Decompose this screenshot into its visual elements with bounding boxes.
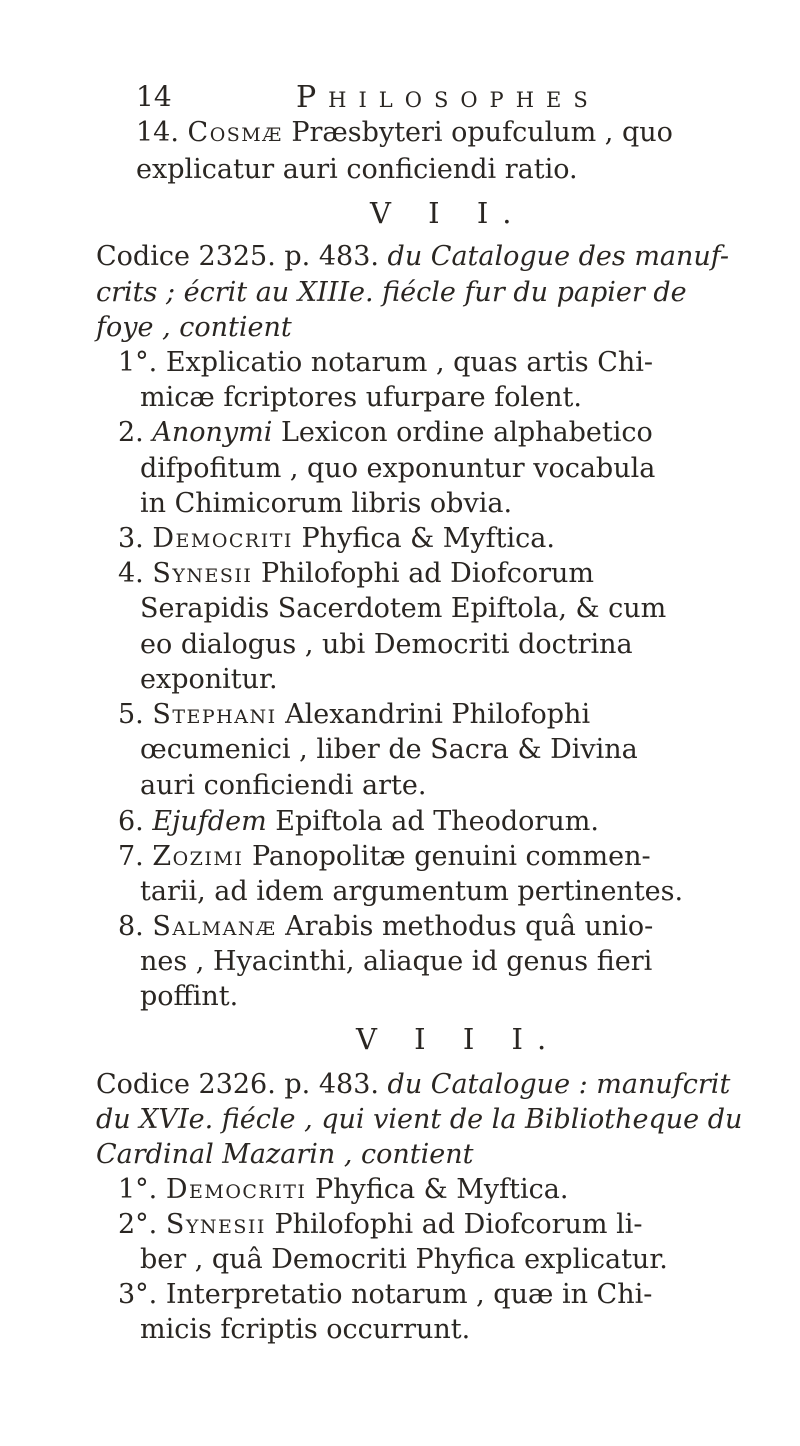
codex-ref: Codice 2325. p. 483. bbox=[96, 241, 388, 272]
catalogue-ref: du Catalogue des manuf- bbox=[387, 241, 729, 272]
item-text: Lexicon ordine alphabetico bbox=[272, 417, 653, 448]
list-item-7-1-line-2: micæ fcriptores ufurpare folent. bbox=[140, 382, 582, 413]
author-name: Zozimi bbox=[152, 841, 244, 872]
author-name: Salmanæ bbox=[152, 911, 277, 942]
item-label: 1°. bbox=[118, 1174, 166, 1205]
list-item-7-5-line-1 bbox=[118, 698, 590, 732]
list-item-7-4-line-2: Serapidis Sacerdotem Epiftola, & cum bbox=[140, 593, 667, 624]
running-title: Philosophes bbox=[296, 80, 600, 115]
item-label: 3. bbox=[118, 523, 153, 554]
list-item-7-2-line-2: difpofitum , quo exponuntur vocabula bbox=[140, 453, 656, 484]
author-name: Anonymi bbox=[152, 417, 273, 448]
list-item-7-5-line-3: auri conficiendi arte. bbox=[140, 770, 427, 801]
item-label: 2. bbox=[118, 417, 153, 448]
list-item-7-1-line-1 bbox=[118, 346, 653, 380]
running-header bbox=[136, 80, 736, 120]
item-text: Phyfica & Myftica. bbox=[292, 523, 555, 554]
item-label: 8. bbox=[118, 911, 153, 942]
item-text: Præsbyteri opufculum , quo bbox=[282, 117, 673, 148]
item-label: 7. bbox=[118, 841, 153, 872]
item-text: Epiftola ad Theodorum. bbox=[266, 806, 599, 837]
list-item-8-2-line-2: ber , quâ Democriti Phyfica explicatur. bbox=[140, 1244, 668, 1275]
list-item-7-4-line-4: exponitur. bbox=[140, 664, 278, 695]
list-item-7-8-line-3: poffint. bbox=[140, 981, 239, 1012]
item-label: 3°. bbox=[118, 1279, 166, 1310]
list-item-7-8-line-1 bbox=[118, 910, 653, 944]
codex-2325-line-3: foye , contient bbox=[96, 312, 292, 343]
list-item-7-4-line-1 bbox=[118, 557, 594, 591]
author-name: Cosmæ bbox=[187, 117, 283, 148]
item-text: Philofophi ad Diofcorum li- bbox=[265, 1209, 643, 1240]
list-item-7-2-line-1 bbox=[118, 416, 653, 450]
item-label: 6. bbox=[118, 806, 153, 837]
section-heading-vii: V I I. bbox=[370, 196, 526, 230]
codex-2325-line-2: crits ; écrit au XIIIe. fiécle fur du papier de bbox=[96, 277, 687, 308]
codex-2326-line-3: Cardinal Mazarin , contient bbox=[96, 1139, 474, 1170]
item-text: Alexandrini Philofophi bbox=[276, 699, 591, 730]
author-name: Stephani bbox=[152, 699, 277, 730]
author-name: Ejufdem bbox=[152, 806, 267, 837]
list-item-8-2-line-1 bbox=[118, 1208, 642, 1242]
author-name: Synesii bbox=[165, 1209, 266, 1240]
catalogue-ref: du Catalogue : manufcrit bbox=[387, 1069, 731, 1100]
item-label: 4. bbox=[118, 558, 153, 589]
item-label: 5. bbox=[118, 699, 153, 730]
author-name: Democriti bbox=[165, 1174, 307, 1205]
author-name: Synesii bbox=[152, 558, 253, 589]
list-item-7-7-line-1 bbox=[118, 840, 651, 874]
item-text: Phyfica & Myftica. bbox=[306, 1174, 569, 1205]
list-item-7-7-line-2: tarii, ad idem argumentum pertinentes. bbox=[140, 876, 684, 907]
codex-ref: Codice 2326. p. 483. bbox=[96, 1069, 388, 1100]
item-14-line-2: explicatur auri conficiendi ratio. bbox=[136, 154, 578, 185]
page-number: 14 bbox=[136, 80, 172, 113]
item-text: Philofophi ad Diofcorum bbox=[252, 558, 594, 589]
list-item-7-2-line-3: in Chimicorum libris obvia. bbox=[140, 488, 513, 519]
codex-2326-line-1 bbox=[96, 1068, 730, 1102]
item-14-line-1 bbox=[136, 116, 673, 150]
list-item-7-8-line-2: nes , Hyacinthi, aliaque id genus fieri bbox=[140, 946, 653, 977]
section-heading-viii: V I I I. bbox=[356, 1022, 561, 1056]
list-item-8-3-line-2: micis fcriptis occurrunt. bbox=[140, 1314, 471, 1345]
item-text: Explicatio notarum , quas artis Chi- bbox=[165, 347, 654, 378]
codex-2326-line-2: du XVIe. fiécle , qui vient de la Bibliotheque du bbox=[96, 1104, 743, 1135]
list-item-7-4-line-3: eo dialogus , ubi Democriti doctrina bbox=[140, 629, 633, 660]
codex-2325-line-1 bbox=[96, 240, 729, 274]
author-name: Democriti bbox=[152, 523, 293, 554]
list-item-7-3-line-1 bbox=[118, 522, 555, 556]
list-item-8-1-line-1 bbox=[118, 1173, 568, 1207]
list-item-7-5-line-2: œcumenici , liber de Sacra & Divina bbox=[140, 734, 638, 765]
item-label: 2°. bbox=[118, 1209, 166, 1240]
item-text: Arabis methodus quâ unio- bbox=[276, 911, 654, 942]
list-item-8-3-line-1 bbox=[118, 1278, 652, 1312]
item-label: 14. bbox=[136, 117, 188, 148]
item-text: Panopolitæ genuini commen- bbox=[243, 841, 651, 872]
list-item-7-6-line-1 bbox=[118, 805, 599, 839]
item-label: 1°. bbox=[118, 347, 166, 378]
item-text: Interpretatio notarum , quæ in Chi- bbox=[165, 1279, 653, 1310]
